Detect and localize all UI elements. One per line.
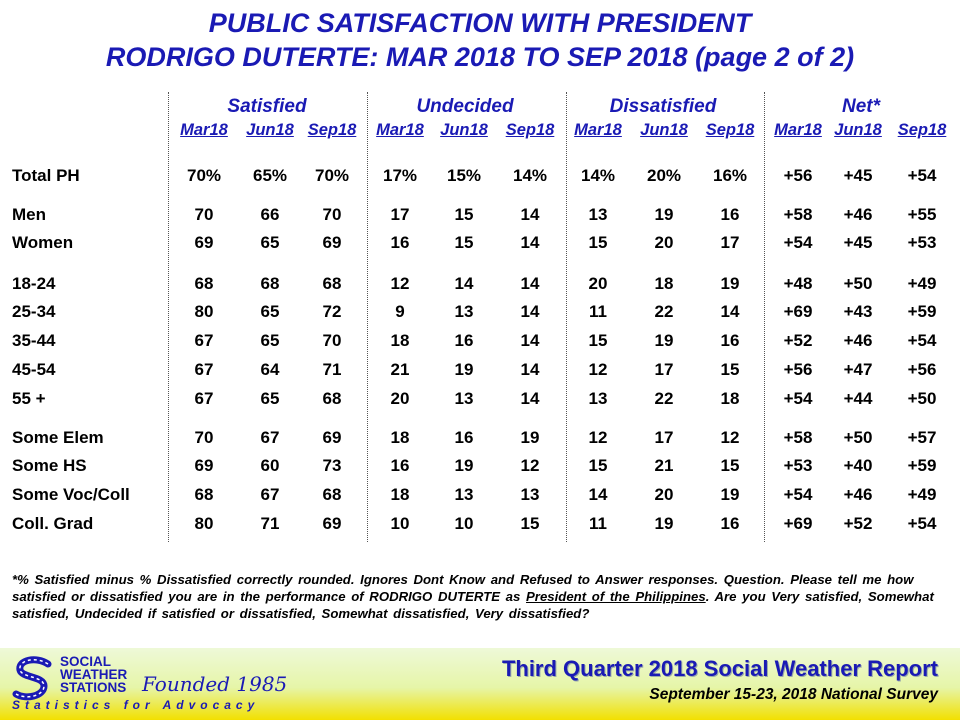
table-cell: 14 (520, 233, 540, 252)
table-cell: 15% (446, 166, 482, 185)
table-cell: 69 (194, 456, 214, 475)
table-cell: 13 (588, 389, 608, 408)
table-cell: 19 (654, 205, 674, 224)
table-cell: 67 (260, 485, 280, 504)
month-header: Jun18 (834, 121, 882, 139)
table-cell: 14 (588, 485, 608, 504)
table-cell: +69 (783, 514, 813, 533)
table-cell: 19 (520, 428, 540, 447)
table-cell: 13 (520, 485, 540, 504)
table-cell: +53 (783, 456, 813, 475)
table-cell: 17 (654, 360, 674, 379)
table-cell: 15 (720, 456, 740, 475)
table-cell: +48 (783, 274, 813, 293)
table-cell: 16 (720, 205, 740, 224)
sws-logo-icon (10, 656, 56, 702)
table-cell: 16 (454, 428, 474, 447)
table-cell: 10 (454, 514, 474, 533)
month-header: Mar18 (180, 121, 228, 139)
table-cell: 67 (194, 360, 214, 379)
group-net: Net* (841, 96, 880, 117)
table-cell: 15 (454, 233, 474, 252)
table-cell: +46 (843, 205, 873, 224)
logo-founded: Founded 1985 (142, 672, 288, 696)
table-cell: +58 (783, 428, 813, 447)
table-cell: 14 (520, 360, 540, 379)
table-cell: +47 (843, 360, 873, 379)
table-cell: 17 (390, 205, 410, 224)
table-cell: 18 (390, 331, 410, 350)
row-label: 45-54 (12, 360, 56, 379)
table-cell: 14 (520, 389, 540, 408)
table-cell: 13 (454, 389, 474, 408)
table-cell: 12 (720, 428, 740, 447)
table-cell: 14% (580, 166, 616, 185)
table-cell: 69 (322, 428, 342, 447)
table-cell: 65 (260, 389, 280, 408)
table-cell: +44 (843, 389, 873, 408)
table-cell: 9 (395, 302, 405, 321)
table-cell: +57 (907, 428, 937, 447)
table-cell: +55 (907, 205, 937, 224)
table-cell: +40 (843, 456, 873, 475)
table-cell: 16% (712, 166, 748, 185)
table-cell: 65 (260, 302, 280, 321)
group-satisfied: Satisfied (227, 96, 307, 117)
table-cell: 67 (194, 331, 214, 350)
table-cell: 65 (260, 233, 280, 252)
row-label: Some Elem (12, 428, 104, 447)
table-cell: 17 (720, 233, 740, 252)
table-cell: 14 (520, 205, 540, 224)
month-header: Mar18 (376, 121, 424, 139)
table-cell: 12 (520, 456, 540, 475)
month-header: Jun18 (246, 121, 294, 139)
table-cell: 68 (194, 274, 214, 293)
table-cell: 13 (454, 302, 474, 321)
table-cell: 14 (520, 274, 540, 293)
table-cell: 16 (720, 514, 740, 533)
table-cell: 16 (390, 456, 410, 475)
table-cell: 70% (314, 166, 350, 185)
month-header: Mar18 (574, 121, 622, 139)
table-cell: 17% (382, 166, 418, 185)
table-cell: +50 (843, 274, 873, 293)
table-cell: 65% (252, 166, 288, 185)
table-cell: 80 (194, 514, 214, 533)
row-label: Women (12, 233, 74, 252)
month-header: Sep18 (307, 121, 357, 139)
table-cell: 70 (194, 428, 214, 447)
month-header: Jun18 (440, 121, 488, 139)
table-cell: 68 (322, 274, 342, 293)
table-cell: 19 (720, 485, 740, 504)
table-cell: 22 (654, 302, 674, 321)
row-label: Coll. Grad (12, 514, 94, 533)
row-label: Total PH (12, 166, 80, 185)
column-divider (764, 92, 765, 542)
row-label: 18-24 (12, 274, 56, 293)
group-dissatisfied: Dissatisfied (609, 96, 717, 117)
table-cell: 70% (186, 166, 222, 185)
table-cell: +45 (843, 166, 873, 185)
table-cell: 14 (520, 302, 540, 321)
table-cell: 69 (322, 514, 342, 533)
table-cell: 16 (390, 233, 410, 252)
table-cell: +56 (783, 166, 813, 185)
table-cell: 68 (194, 485, 214, 504)
table-cell: 12 (588, 428, 608, 447)
table-cell: 20 (390, 389, 410, 408)
table-cell: 20 (588, 274, 608, 293)
title-line-2: RODRIGO DUTERTE: MAR 2018 TO SEP 2018 (page 2 of 2) (105, 42, 855, 72)
table-cell: 21 (654, 456, 674, 475)
table-cell: 68 (260, 274, 280, 293)
table-cell: 10 (390, 514, 410, 533)
table-cell: 60 (260, 456, 280, 475)
table-cell: 69 (322, 233, 342, 252)
table-cell: 18 (720, 389, 740, 408)
row-label: Men (12, 205, 46, 224)
page-title (0, 6, 960, 74)
table-cell: +46 (843, 485, 873, 504)
row-label: 55 + (12, 389, 46, 408)
row-label: 25-34 (12, 302, 56, 321)
table-cell: 20 (654, 233, 674, 252)
table-cell: +59 (907, 302, 937, 321)
logo-tagline: Statistics for Advocacy (12, 698, 260, 712)
table-cell: 66 (260, 205, 280, 224)
table-cell: +46 (843, 331, 873, 350)
table-cell: 69 (194, 233, 214, 252)
footnote (12, 571, 942, 622)
table-cell: +53 (907, 233, 937, 252)
title-line-1: PUBLIC SATISFACTION WITH PRESIDENT (208, 8, 752, 38)
report-subtitle: September 15-23, 2018 National Survey (649, 686, 938, 703)
table-cell: 18 (390, 428, 410, 447)
table-cell: +50 (843, 428, 873, 447)
footnote-text: *% Satisfied minus % Dissatisfied correctly rounded. Ignores Dont Know and Refused to Answer responses. Question. Please tell me how satisfied or dissatisfied you are in the performance of RODRIGO DUTERTE as (12, 572, 914, 604)
table-cell: 14 (454, 274, 474, 293)
table-cell: +49 (907, 274, 937, 293)
table-cell: 18 (390, 485, 410, 504)
table-cell: 67 (260, 428, 280, 447)
logo-line-2: WEATHER (60, 667, 128, 682)
table-cell: 13 (588, 205, 608, 224)
table-cell: 22 (654, 389, 674, 408)
table-cell: 16 (720, 331, 740, 350)
table-cell: +54 (783, 485, 813, 504)
table-cell: +54 (907, 331, 937, 350)
table-cell: 19 (654, 514, 674, 533)
table-cell: 15 (588, 233, 608, 252)
table-cell: 72 (322, 302, 342, 321)
table-cell: 11 (589, 302, 607, 321)
table-cell: 12 (588, 360, 608, 379)
table-cell: 71 (322, 360, 342, 379)
table-cell: 15 (588, 331, 608, 350)
month-header: Jun18 (640, 121, 688, 139)
row-label: Some HS (12, 456, 87, 475)
table-cell: 70 (322, 205, 342, 224)
table-cell: +54 (907, 166, 937, 185)
table-cell: +69 (783, 302, 813, 321)
footnote-text-end: . Are you Very satisfied, Somewhat satisfied, Undecided if satisfied or dissatisfied, Somewhat dissatisfied, Very dissatisfied? (12, 589, 934, 621)
table-cell: 67 (194, 389, 214, 408)
table-cell: +52 (843, 514, 873, 533)
table-cell: 71 (260, 514, 280, 533)
table-cell: 15 (520, 514, 540, 533)
footnote-underlined: President of the Philippines (526, 589, 706, 604)
table-cell: 19 (720, 274, 740, 293)
table-cell: 19 (454, 456, 474, 475)
table-cell: 20% (646, 166, 682, 185)
table-cell: 19 (454, 360, 474, 379)
logo-wordmark (60, 655, 127, 694)
logo-line-1: SOCIAL (60, 654, 112, 669)
row-label: Some Voc/Coll (12, 485, 130, 504)
table-cell: 64 (260, 360, 280, 379)
table-cell: +56 (907, 360, 937, 379)
table-cell: 21 (390, 360, 410, 379)
table-cell: 14 (720, 302, 740, 321)
table-cell: 11 (589, 514, 607, 533)
table-cell: +45 (843, 233, 873, 252)
table-cell: +54 (783, 233, 813, 252)
row-label: 35-44 (12, 331, 56, 350)
table-cell: +43 (843, 302, 873, 321)
column-divider (566, 92, 567, 542)
table-cell: +54 (783, 389, 813, 408)
table-cell: +49 (907, 485, 937, 504)
table-cell: +58 (783, 205, 813, 224)
month-header: Sep18 (705, 121, 755, 139)
table-cell: 15 (454, 205, 474, 224)
table-cell: 19 (654, 331, 674, 350)
report-title: Third Quarter 2018 Social Weather Report (501, 656, 938, 681)
table-cell: 65 (260, 331, 280, 350)
table-cell: 68 (322, 485, 342, 504)
logo-line-3: STATIONS (60, 680, 127, 695)
table-cell: +54 (907, 514, 937, 533)
table-cell: 70 (194, 205, 214, 224)
table-cell: 70 (322, 331, 342, 350)
table-cell: +56 (783, 360, 813, 379)
table-cell: +59 (907, 456, 937, 475)
month-header: Sep18 (897, 121, 947, 139)
group-undecided: Undecided (416, 96, 514, 117)
column-divider (367, 92, 368, 542)
table-cell: 17 (654, 428, 674, 447)
table-cell: 15 (588, 456, 608, 475)
table-cell: 14 (520, 331, 540, 350)
table-cell: 68 (322, 389, 342, 408)
table-cell: 16 (454, 331, 474, 350)
column-divider (168, 92, 169, 542)
table-cell: 12 (390, 274, 410, 293)
table-cell: +50 (907, 389, 937, 408)
table-cell: 14% (512, 166, 548, 185)
month-header: Mar18 (774, 121, 822, 139)
table-cell: 80 (194, 302, 214, 321)
table-cell: 15 (720, 360, 740, 379)
table-cell: 73 (322, 456, 342, 475)
table-cell: 20 (654, 485, 674, 504)
table-cell: 18 (654, 274, 674, 293)
table-cell: +52 (783, 331, 813, 350)
table-cell: 13 (454, 485, 474, 504)
month-header: Sep18 (505, 121, 555, 139)
